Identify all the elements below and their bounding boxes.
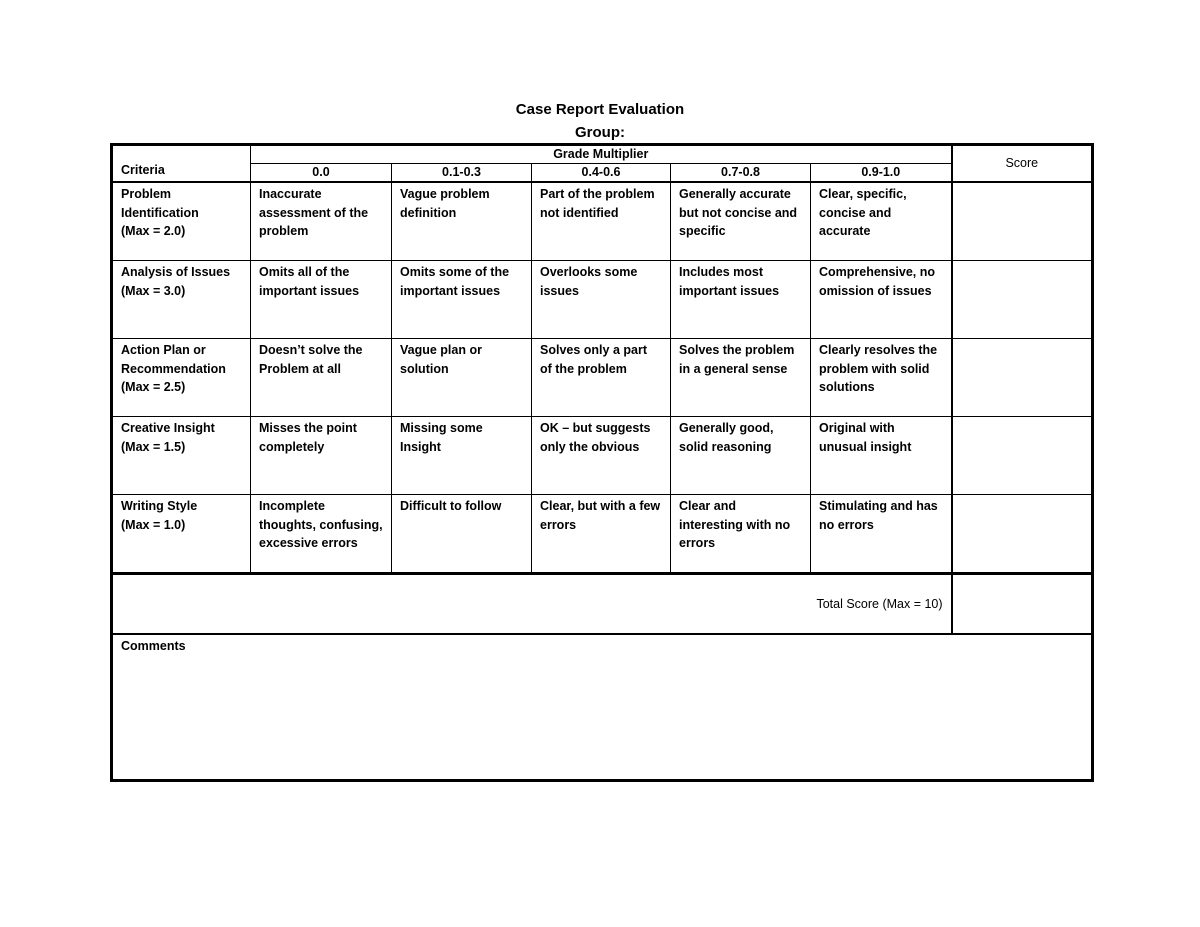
rubric-descriptor: Clear and interesting with no errors <box>671 495 811 574</box>
criteria-text: Identification <box>121 205 199 220</box>
rubric-descriptor: Solves the problem in a general sense <box>671 339 811 417</box>
rubric-row <box>112 261 1093 339</box>
score-header: Score <box>952 145 1093 183</box>
total-score-label: Total Score (Max = 10) <box>112 574 952 635</box>
score-cell[interactable] <box>952 261 1093 339</box>
grade-level-header: 0.9-1.0 <box>811 164 952 183</box>
criteria-header: Criteria <box>112 145 251 183</box>
grade-multiplier-header: Grade Multiplier <box>251 145 952 164</box>
rubric-descriptor: Vague problem definition <box>392 182 532 261</box>
total-score-cell[interactable] <box>952 574 1093 635</box>
rubric-descriptor: Stimulating and has no errors <box>811 495 952 574</box>
criteria-text: (Max = 2.0) <box>121 224 186 238</box>
rubric-row <box>112 339 1093 417</box>
rubric-descriptor: Generally accurate but not concise and specific <box>671 182 811 261</box>
rubric-descriptor: Part of the problem not identified <box>532 182 671 261</box>
rubric-descriptor: Generally good, solid reasoning <box>671 417 811 495</box>
criteria-text: (Max = 3.0) <box>121 283 186 298</box>
grade-level-header: 0.7-0.8 <box>671 164 811 183</box>
rubric-descriptor: Missing some Insight <box>392 417 532 495</box>
rubric-descriptor: Overlooks some issues <box>532 261 671 339</box>
criteria-text: Creative Insight <box>121 421 215 435</box>
grade-level-header: 0.1-0.3 <box>392 164 532 183</box>
rubric-descriptor: Omits some of the important issues <box>392 261 532 339</box>
rubric-descriptor: Clearly resolves the problem with solid solutions <box>811 339 952 417</box>
criteria-text: Action Plan or <box>121 343 206 357</box>
criteria-text: (Max = 1.0) <box>121 517 186 532</box>
criteria-cell <box>112 261 251 339</box>
criteria-text: Analysis of Issues <box>121 265 231 279</box>
criteria-cell <box>112 339 251 417</box>
rubric-descriptor: Incomplete thoughts, confusing, excessive errors <box>251 495 392 574</box>
evaluation-rubric-table <box>110 143 1094 782</box>
rubric-descriptor: Comprehensive, no omission of issues <box>811 261 952 339</box>
score-cell[interactable] <box>952 495 1093 574</box>
criteria-text: (Max = 2.5) <box>121 380 186 394</box>
rubric-row <box>112 495 1093 574</box>
comments-label: Comments <box>121 639 186 653</box>
score-cell[interactable] <box>952 417 1093 495</box>
rubric-descriptor: Original with unusual insight <box>811 417 952 495</box>
document-title: Case Report Evaluation <box>515 101 685 118</box>
criteria-text: (Max = 1.5) <box>121 439 186 454</box>
criteria-cell <box>112 495 251 574</box>
rubric-descriptor: Difficult to follow <box>392 495 532 574</box>
criteria-cell <box>112 417 251 495</box>
rubric-descriptor: Misses the point completely <box>251 417 392 495</box>
criteria-text: Problem <box>121 187 172 201</box>
criteria-text: Recommendation <box>121 361 226 376</box>
rubric-descriptor: Omits all of the important issues <box>251 261 392 339</box>
group-label: Group: <box>575 124 625 141</box>
rubric-descriptor: Clear, but with a few errors <box>532 495 671 574</box>
score-cell[interactable] <box>952 339 1093 417</box>
criteria-text: Writing Style <box>121 499 198 513</box>
rubric-descriptor: Vague plan or solution <box>392 339 532 417</box>
rubric-descriptor: Inaccurate assessment of the problem <box>251 182 392 261</box>
rubric-descriptor: OK – but suggests only the obvious <box>532 417 671 495</box>
rubric-descriptor: Doesn’t solve the Problem at all <box>251 339 392 417</box>
rubric-descriptor: Clear, specific, concise and accurate <box>811 182 952 261</box>
comments-box[interactable] <box>112 634 1093 781</box>
score-cell[interactable] <box>952 182 1093 261</box>
criteria-cell <box>112 182 251 261</box>
rubric-descriptor: Includes most important issues <box>671 261 811 339</box>
rubric-descriptor: Solves only a part of the problem <box>532 339 671 417</box>
rubric-row <box>112 182 1093 261</box>
grade-level-header: 0.4-0.6 <box>532 164 671 183</box>
rubric-row <box>112 417 1093 495</box>
grade-level-header: 0.0 <box>251 164 392 183</box>
